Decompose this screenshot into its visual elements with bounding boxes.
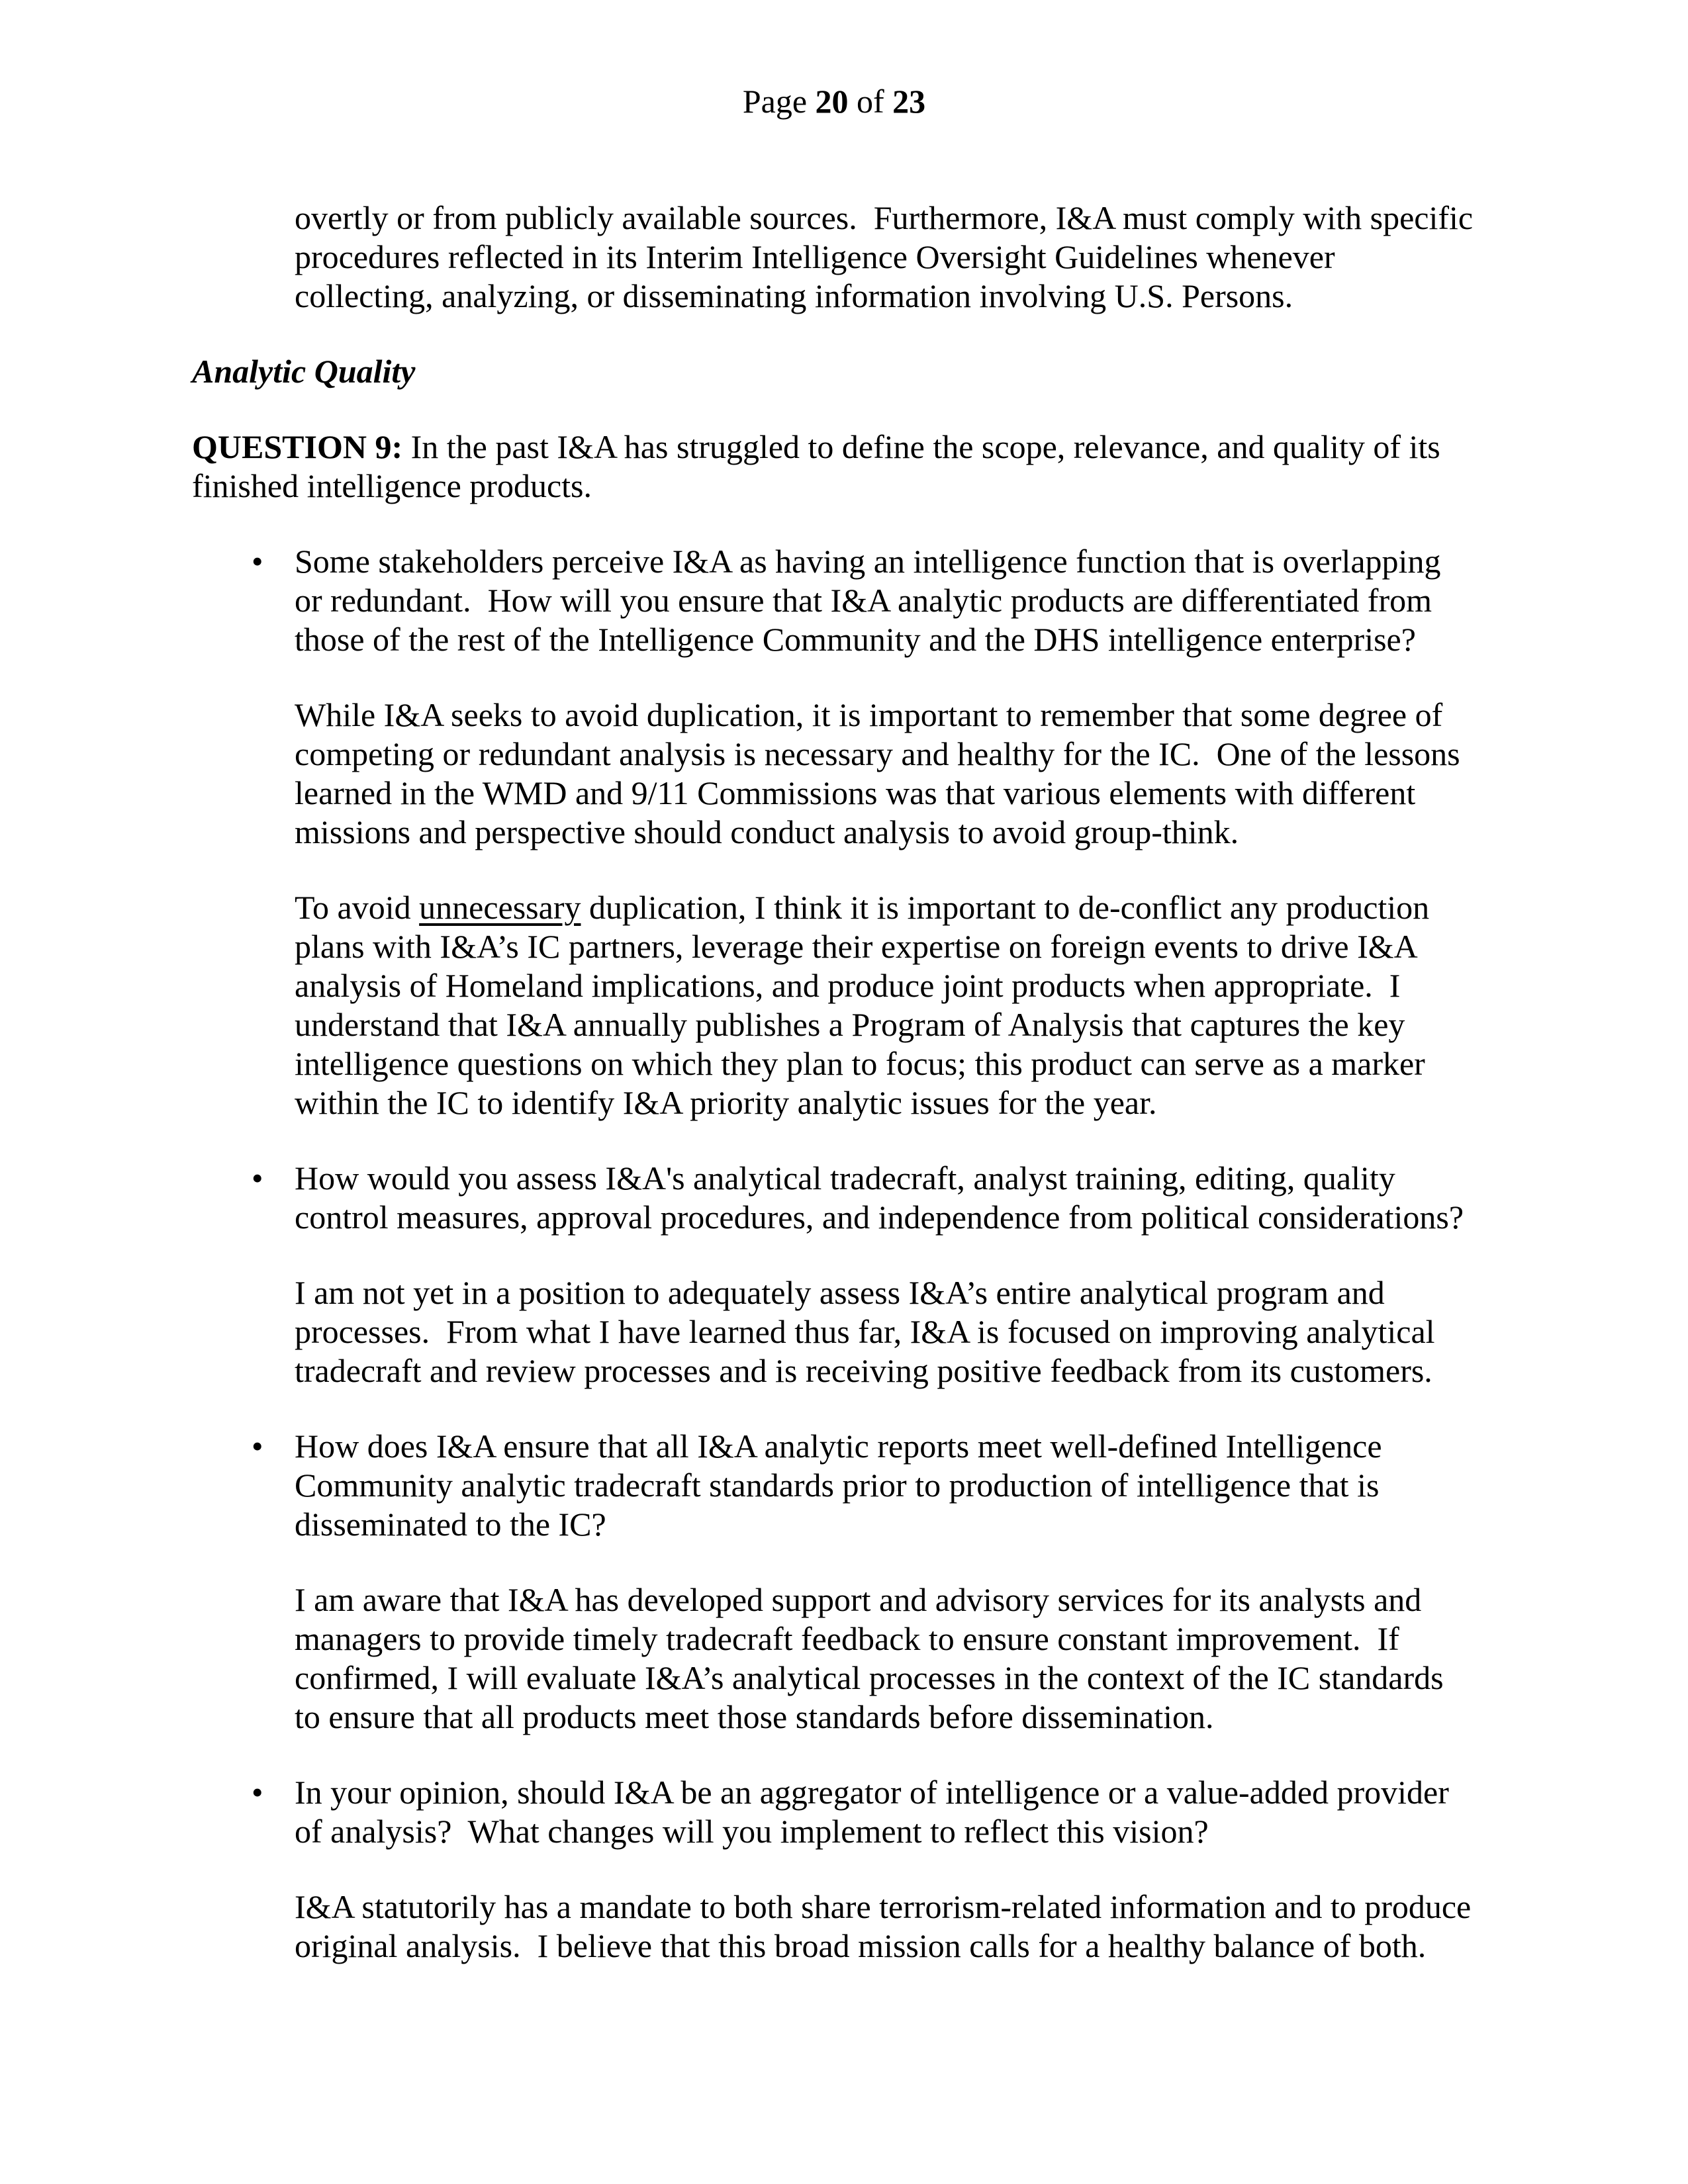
paragraph-deconflict-prefix: To avoid: [295, 889, 420, 926]
paragraph-duplication-text: While I&A seeks to avoid duplication, it is important to remember that some degree of competing or redundant analysis is necessary and healthy for the IC. One of the lessons learned in the WMD and 9/11 Commissions was that various elements with different missions and perspective should conduct analysis to avoid group-think.: [295, 696, 1469, 850]
paragraph-deconflict-underlined-word: unnecessary: [419, 889, 581, 926]
bullet-icon: •: [252, 1428, 263, 1465]
bullet-icon: •: [252, 1774, 263, 1811]
bullet-item-standards: [252, 1427, 1476, 1544]
bullet-item-aggregator: [252, 1773, 1476, 1851]
paragraph-deconflict: [295, 888, 1476, 1122]
bullet-standards-text: How does I&A ensure that all I&A analytic reports meet well-defined Intelligence Community analytic tradecraft standards prior to production of intelligence that is disseminated to the IC?: [295, 1428, 1391, 1543]
page-header-word: Page: [742, 83, 816, 120]
paragraph-deconflict-suffix: duplication, I think it is important to de-conflict any production plans with I&A’s IC partners, leverage their expertise on foreign events to drive I&A analysis of Homeland implications, and produce joint products when appropriate. I understand that I&A annually publishes a Program of Analysis that captures the key intelligence questions on which they plan to focus; this product can serve as a marker within the IC to identify I&A priority analytic issues for the year.: [295, 889, 1438, 1121]
paragraph-assessment: [295, 1273, 1476, 1390]
paragraph-advisory-text: I am aware that I&A has developed support and advisory services for its analysts and managers to provide timely tradecraft feedback to ensure constant improvement. If confirmed, I will evaluate I&A’s analytical processes in the context of the IC standards to ensure that all products meet those standards before dissemination.: [295, 1581, 1452, 1735]
bullet-icon: •: [252, 1160, 263, 1197]
paragraph-mandate-text: I&A statutorily has a mandate to both share terrorism-related information and to produce original analysis. I believe that this broad mission calls for a healthy balance of both.: [295, 1888, 1479, 1964]
page-total: 23: [892, 83, 926, 120]
section-heading-text: Analytic Quality: [192, 353, 416, 390]
section-heading-analytic-quality: [192, 352, 1476, 391]
question-9-paragraph: [192, 428, 1476, 506]
bullet-tradecraft-assessment-text: How would you assess I&A's analytical tradecraft, analyst training, editing, quality control measures, approval procedures, and independence from political considerations?: [295, 1160, 1464, 1236]
paragraph-advisory: [295, 1580, 1476, 1737]
intro-paragraph-text: overtly or from publicly available sources. Furthermore, I&A must comply with specific procedures reflected in its Interim Intelligence Oversight Guidelines whenever collecting, analyzing, or disseminating information involving U.S. Persons.: [295, 199, 1481, 314]
bullet-aggregator-text: In your opinion, should I&A be an aggregator of intelligence or a value-added provider of analysis? What changes will you implement to reflect this vision?: [295, 1774, 1458, 1850]
page-header-word-of: of: [848, 83, 893, 120]
bullet-differentiation-text: Some stakeholders perceive I&A as having an intelligence function that is overlapping or redundant. How will you ensure that I&A analytic products are differentiated from those of the rest of the Intelligence Community and the DHS intelligence enterprise?: [295, 543, 1449, 658]
paragraph-assessment-text: I am not yet in a position to adequately assess I&A’s entire analytical program and processes. From what I have learned thus far, I&A is focused on improving analytical tradecraft and review processes and is receiving positive feedback from its customers.: [295, 1274, 1444, 1389]
bullet-item-differentiation: [252, 542, 1476, 659]
bullet-icon: •: [252, 543, 263, 580]
bullet-item-tradecraft-assessment: [252, 1159, 1476, 1237]
question-9-text: In the past I&A has struggled to define the scope, relevance, and quality of its finished intelligence products.: [192, 428, 1449, 504]
intro-paragraph: [295, 199, 1481, 316]
paragraph-duplication: [295, 696, 1476, 852]
question-9-label: QUESTION 9:: [192, 428, 403, 465]
page-header: [192, 82, 1476, 121]
page-number: 20: [815, 83, 849, 120]
paragraph-mandate: [295, 1888, 1479, 1966]
